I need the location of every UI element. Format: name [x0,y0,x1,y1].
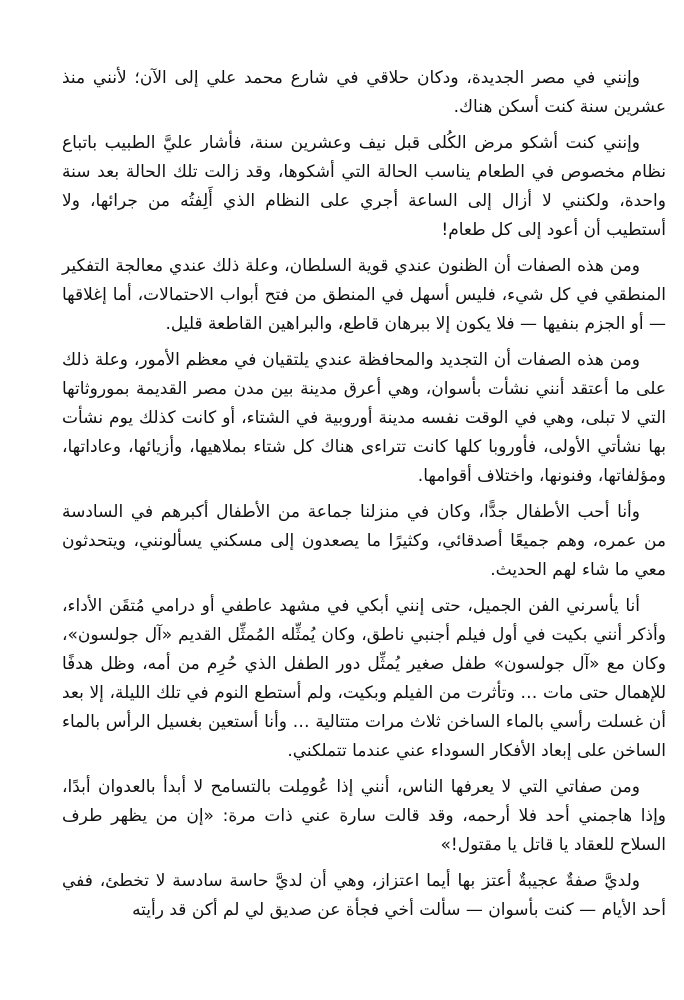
paragraph-tolerance: ومن صفاتي التي لا يعرفها الناس، أنني إذا عُومِلت بالتسامح لا أبدأ بالعدوان أبدًا، وإذا هاجمني أحد فلا أرحمه، وقد قالت سارة عني ذات مرة: «إن من يظهر طرف السلاح للعقاد يا قاتل يا مقتول!» [62,777,666,855]
paragraph-art-and-film: أنا يأسرني الفن الجميل، حتى إنني أبكي في مشهد عاطفي أو درامي مُتقَن الأداء، وأذكر أنني بكيت في أول فيلم أجنبي ناطق، وكان يُمثِّله المُمثِّل القديم «آل جولسون»، وكان مع «آل جولسون» طفل صغير يُمثِّل دور الطفل الذي حُرِم من أمه، وظل هدفًا للإهمال حتى مات … وتأثرت من الفيلم وبكيت، ولم أستطع النوم في تلك الليلة، إلا بعد أن غسلت رأسي بالماء الساخن ثلاث مرات متتالية … وأنا أستعين بغسيل الرأس بالماء الساخن على إبعاد الأفكار السوداء عني عندما تتملكني. [62,596,666,761]
paragraph-renewal-conservation: ومن هذه الصفات أن التجديد والمحافظة عندي يلتقيان في معظم الأمور، وعلة ذلك على ما أعتقد أنني نشأت بأسوان، وهي أعرق مدينة بين مدن مصر القديمة بموروثاتها التي لا تبلى، وهي في الوقت نفسه مدينة أوروبية في الشتاء، أو كانت كذلك يوم نشأت بها نشأتي الأولى، فأوروبا كلها كانت تتراءى هناك كل شتاء بملاهيها، وأزيائها، وعاداتها، ومؤلفاتها، وفنونها، واختلاف أقوامها. [62,350,666,486]
paragraph-residence: وإنني في مصر الجديدة، ودكان حلاقي في شارع محمد علي إلى الآن؛ لأنني منذ عشرين سنة كنت أسكن هناك. [62,68,666,117]
paragraph-kidney-diet: وإنني كنت أشكو مرض الكُلى قبل نيف وعشرين سنة، فأشار عليَّ الطبيب باتباع نظام مخصوص في الطعام يناسب الحالة التي أشكوها، وقد زالت تلك الحالة بعد سنة واحدة، ولكنني لا أزال إلى الساعة أجري على النظام الذي أَلِفتُه من جرائها، ولا أستطيب أن أعود إلى كل طعام! [62,133,666,240]
paragraph-sixth-sense: ولديَّ صفةٌ عجيبةٌ أعتز بها أيما اعتزاز، وهي أن لديَّ حاسة سادسة لا تخطئ، ففي أحد الأيام — كنت بأسوان — سألت أخي فجأة عن صديق لي لم أكن قد رأيته [62,871,666,920]
document-page [62,64,666,925]
paragraph-suspicions: ومن هذه الصفات أن الظنون عندي قوية السلطان، وعلة ذلك عندي معالجة التفكير المنطقي في كل شيء، فليس أسهل في المنطق من فتح أبواب الاحتمالات، أما إغلاقها — أو الجزم بنفيها — فلا يكون إلا ببرهان قاطع، والبراهين القاطعة قليل. [62,256,666,334]
paragraph-love-of-children: وأنا أحب الأطفال جدًّا، وكان في منزلنا جماعة من الأطفال أكبرهم في السادسة من عمره، وهم جميعًا أصدقائي، وكثيرًا ما يصعدون إلى مسكني يسألونني، ويتحدثون معي ما شاء لهم الحديث. [62,502,666,580]
